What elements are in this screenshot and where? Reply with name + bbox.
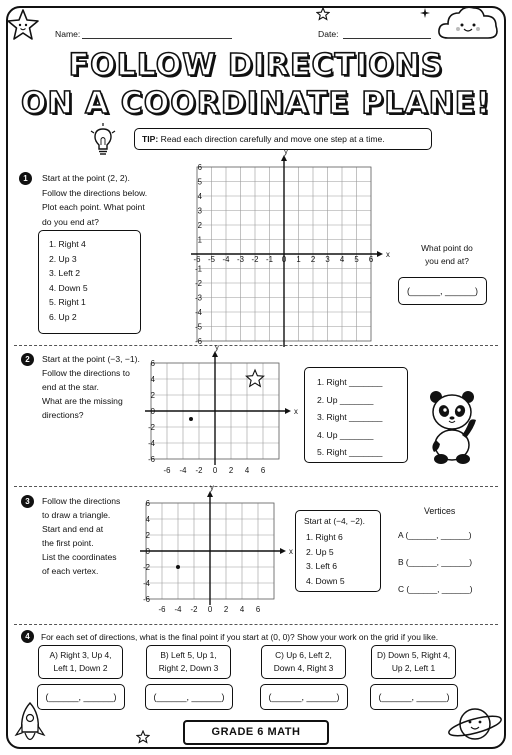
question-3-number: 3 xyxy=(21,495,34,508)
direction-item: 1. Right 4 xyxy=(49,239,86,249)
direction-item: 5. Right 1 xyxy=(49,297,86,307)
star-icon xyxy=(316,7,330,21)
direction-item: 1. Right 6 xyxy=(306,532,343,542)
direction-item: 2. Up 5 xyxy=(306,546,334,557)
tip-label: TIP: xyxy=(142,134,159,144)
y-tick-label: -1 xyxy=(195,264,202,274)
direction-item: 3. Left 6 xyxy=(306,561,338,571)
y-tick-label: 2 xyxy=(145,531,150,540)
question-4-item-a: A) Right 3, Up 4, Left 1, Down 2 xyxy=(38,645,123,679)
x-tick-label: -2 xyxy=(195,466,203,475)
x-tick-label: 0 xyxy=(281,255,287,264)
target-star-icon xyxy=(246,370,263,386)
question-4-number: 4 xyxy=(21,630,34,643)
title-line-1: FOLLOW DIRECTIONS xyxy=(68,48,444,83)
question-4-answer-a[interactable]: (______, ______) xyxy=(37,684,125,710)
date-label: Date: xyxy=(318,29,339,39)
name-label: Name: xyxy=(55,29,81,39)
vertex-a-field[interactable]: A (______, ______) xyxy=(398,530,472,540)
sparkle-icon xyxy=(420,8,430,18)
y-tick-label: -6 xyxy=(143,595,150,604)
start-point xyxy=(176,565,180,569)
title-line-2: ON A COORDINATE PLANE! xyxy=(21,86,491,121)
x-tick-label: 4 xyxy=(239,605,245,614)
smiling-cloud-icon xyxy=(436,4,502,44)
question-4-item-c: C) Up 6, Left 2, Down 4, Right 3 xyxy=(261,645,346,679)
y-tick-label: -4 xyxy=(143,579,150,588)
question-2-coordinate-grid[interactable] xyxy=(146,343,298,479)
x-tick-label: 6 xyxy=(368,255,374,264)
question-3-directions xyxy=(306,530,345,588)
x-tick-label: 3 xyxy=(325,255,330,264)
x-axis-label: x xyxy=(386,250,390,259)
y-tick-label: -4 xyxy=(148,439,155,448)
y-tick-label: 4 xyxy=(150,375,155,384)
y-tick-label: 0 xyxy=(150,407,155,416)
y-tick-label: 3 xyxy=(197,206,202,216)
name-field[interactable] xyxy=(82,38,232,39)
y-tick-label: -2 xyxy=(195,279,202,288)
question-4-prompt: For each set of directions, what is the final point if you start at (0, 0)? Show your work on the grid if you like. xyxy=(41,632,439,642)
x-tick-label: -3 xyxy=(237,255,244,264)
question-3-start-text: Start at (−4, −2). xyxy=(304,516,365,526)
x-tick-label: 2 xyxy=(228,466,234,475)
question-4-item-d: D) Down 5, Right 4, Up 2, Left 1 xyxy=(371,645,456,679)
x-tick-label: 4 xyxy=(339,255,345,264)
direction-item: 4. Down 5 xyxy=(306,575,345,586)
direction-item[interactable]: 3. Right _______ xyxy=(317,412,383,422)
vertex-b-field[interactable]: B (______, ______) xyxy=(398,557,473,567)
x-tick-label: -6 xyxy=(163,466,171,475)
vertex-c-field[interactable]: C (______, ______) xyxy=(398,584,473,594)
question-4-answer-b[interactable]: (______, ______) xyxy=(145,684,233,710)
y-tick-label: 6 xyxy=(150,359,155,368)
y-tick-label: 2 xyxy=(197,221,202,230)
direction-item[interactable]: 1. Right _______ xyxy=(317,377,383,387)
y-tick-label: -6 xyxy=(195,337,202,346)
question-4-answer-d[interactable]: (______, ______) xyxy=(370,684,458,710)
question-1-directions xyxy=(49,237,88,324)
y-tick-label: 0 xyxy=(145,547,150,556)
x-tick-label: 0 xyxy=(207,605,213,614)
direction-item: 6. Up 2 xyxy=(49,311,77,322)
x-tick-label: 2 xyxy=(310,255,316,264)
direction-item: 2. Up 3 xyxy=(49,253,77,264)
vertices-title: Vertices xyxy=(424,506,456,516)
y-axis-label: y xyxy=(210,483,214,492)
y-tick-label: -2 xyxy=(148,423,155,432)
question-1-answer-box[interactable]: (______, ______) xyxy=(398,277,487,305)
y-tick-label: 6 xyxy=(197,163,202,172)
question-3-coordinate-grid[interactable] xyxy=(140,483,293,620)
question-1-coordinate-grid[interactable] xyxy=(190,147,390,346)
x-tick-label: 4 xyxy=(244,466,250,475)
question-4-item-b: B) Left 5, Up 1, Right 2, Down 3 xyxy=(146,645,231,679)
direction-item: 3. Left 2 xyxy=(49,268,81,278)
y-tick-label: 2 xyxy=(150,391,155,400)
x-tick-label: -6 xyxy=(158,605,166,614)
star-icon xyxy=(136,730,150,744)
question-1-number: 1 xyxy=(19,172,32,185)
x-tick-label: -6 xyxy=(193,255,201,264)
y-axis-label: y xyxy=(215,343,219,352)
section-divider xyxy=(14,624,498,625)
x-tick-label: -1 xyxy=(266,255,273,264)
direction-item[interactable]: 5. Right _______ xyxy=(317,447,383,457)
date-field[interactable] xyxy=(343,38,431,39)
tip-text: Read each direction carefully and move one step at a time. xyxy=(160,134,385,144)
y-tick-label: -6 xyxy=(148,455,155,464)
x-axis-arrow xyxy=(285,408,291,414)
question-1-text: Start at the point (2, 2). Follow the directions below. Plot each point. What point do you end at? xyxy=(42,173,148,227)
y-tick-label: 6 xyxy=(145,499,150,508)
question-2-directions xyxy=(317,374,382,462)
y-tick-label: 1 xyxy=(197,235,202,245)
x-tick-label: -4 xyxy=(222,255,230,264)
x-axis-arrow xyxy=(377,251,383,257)
direction-item: 4. Down 5 xyxy=(49,282,88,293)
question-1-answer-prompt: What point do you end at? xyxy=(421,243,473,266)
x-axis-label: x xyxy=(294,407,298,416)
y-tick-label: -5 xyxy=(195,322,202,332)
direction-item[interactable]: 4. Up _______ xyxy=(317,429,374,440)
x-tick-label: -2 xyxy=(251,255,259,264)
y-axis-label: y xyxy=(284,147,288,156)
y-tick-label: -2 xyxy=(143,563,150,572)
question-3-text: Follow the directions to draw a triangle. Start and end at the first point. List the coordinates of each vertex. xyxy=(42,496,121,576)
x-axis-label: x xyxy=(289,547,293,556)
y-tick-label: -4 xyxy=(195,308,202,317)
start-point xyxy=(189,417,193,421)
x-tick-label: 6 xyxy=(255,605,261,614)
direction-item[interactable]: 2. Up _______ xyxy=(317,394,374,405)
x-tick-label: 1 xyxy=(296,255,301,264)
x-tick-label: 6 xyxy=(260,466,266,475)
panda-icon xyxy=(424,388,480,466)
y-tick-label: 4 xyxy=(145,515,150,524)
grade-banner: GRADE 6 MATH xyxy=(183,720,329,745)
x-tick-label: 0 xyxy=(212,466,218,475)
smiling-star-icon xyxy=(6,8,40,42)
x-tick-label: -4 xyxy=(179,466,187,475)
x-tick-label: -2 xyxy=(190,605,198,614)
x-axis-arrow xyxy=(280,548,286,554)
question-2-text: Start at the point (−3, −1). Follow the directions to end at the star. What are the missing directions? xyxy=(42,354,140,420)
y-tick-label: -3 xyxy=(195,293,202,303)
smiling-planet-icon xyxy=(446,700,504,746)
tip-box xyxy=(134,128,432,150)
x-tick-label: -5 xyxy=(208,255,215,264)
question-4-answer-c[interactable]: (______, ______) xyxy=(260,684,348,710)
x-tick-label: 2 xyxy=(223,605,229,614)
lightbulb-icon xyxy=(88,123,118,159)
section-divider xyxy=(14,345,498,346)
y-tick-label: 4 xyxy=(197,192,202,201)
x-tick-label: 5 xyxy=(354,255,359,264)
y-tick-label: 5 xyxy=(197,177,202,187)
rocket-icon xyxy=(12,700,48,750)
question-2-number: 2 xyxy=(21,353,34,366)
x-tick-label: -4 xyxy=(174,605,182,614)
